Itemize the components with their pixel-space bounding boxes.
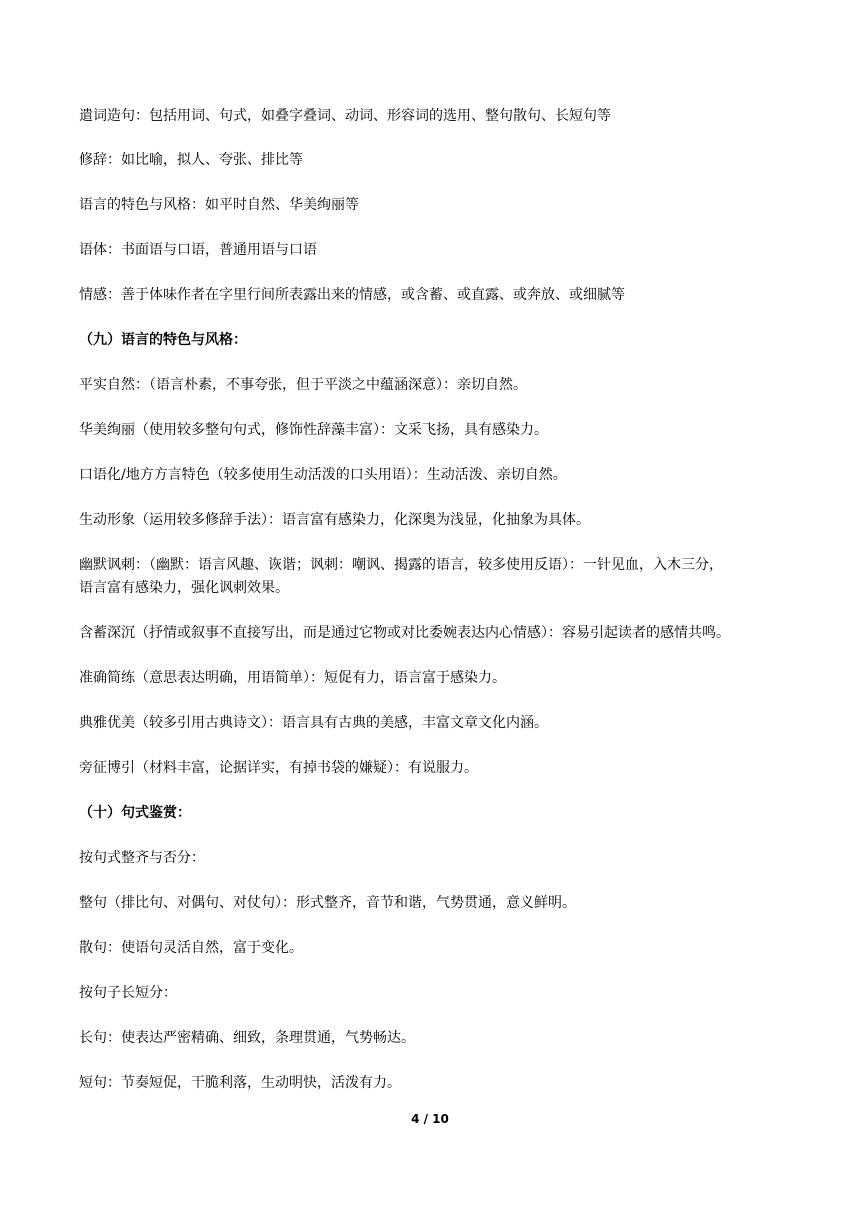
paragraph-continuation: 语言富有感染力，强化讽刺效果。 bbox=[79, 580, 289, 596]
paragraph: 按句子长短分： bbox=[79, 985, 177, 1001]
section-heading: （十）句式鉴赏： bbox=[79, 805, 191, 821]
paragraph: 口语化/地方方言特色（较多使用生动活泼的口头用语）：生动活泼、亲切自然。 bbox=[79, 467, 567, 483]
paragraph: 散句：使语句灵活自然，富于变化。 bbox=[79, 940, 303, 956]
page-number: 4 / 10 bbox=[411, 1112, 449, 1126]
paragraph: 按句式整齐与否分： bbox=[79, 850, 205, 866]
paragraph: 平实自然：（语言朴素，不事夸张，但于平淡之中蕴涵深意）：亲切自然。 bbox=[79, 377, 527, 393]
paragraph: 含蓄深沉（抒情或叙事不直接写出，而是通过它物或对比委婉表达内心情感）：容易引起读者的感情共鸣。 bbox=[79, 625, 730, 641]
paragraph: 情感：善于体味作者在字里行间所表露出来的情感，或含蓄、或直露、或奔放、或细腻等 bbox=[79, 287, 625, 303]
paragraph: 准确简练（意思表达明确，用语简单）：短促有力，语言富于感染力。 bbox=[79, 670, 506, 686]
paragraph: 语言的特色与风格：如平时自然、华美绚丽等 bbox=[79, 197, 359, 213]
paragraph: 修辞：如比喻，拟人、夸张、排比等 bbox=[79, 152, 303, 168]
section-heading: （九）语言的特色与风格： bbox=[79, 332, 247, 348]
paragraph: 典雅优美（较多引用古典诗文）：语言具有古典的美感，丰富文章文化内涵。 bbox=[79, 715, 548, 731]
paragraph: 华美绚丽（使用较多整句句式，修饰性辞藻丰富）：文采飞扬，具有感染力。 bbox=[79, 422, 548, 438]
paragraph: 整句（排比句、对偶句、对仗句）：形式整齐，音节和谐，气势贯通，意义鲜明。 bbox=[79, 895, 576, 911]
paragraph: 幽默讽刺：（幽默：语言风趣、诙谐；讽刺：嘲讽、揭露的语言，较多使用反语）：一针见血，入木三分， bbox=[79, 557, 723, 573]
paragraph: 语体：书面语与口语，普通用语与口语 bbox=[79, 242, 317, 258]
paragraph: 短句：节奏短促，干脆利落，生动明快，活泼有力。 bbox=[79, 1075, 401, 1091]
paragraph: 生动形象（运用较多修辞手法）：语言富有感染力，化深奥为浅显，化抽象为具体。 bbox=[79, 512, 590, 528]
paragraph: 旁征博引（材料丰富，论据详实，有掉书袋的嫌疑）：有说服力。 bbox=[79, 760, 478, 776]
paragraph: 遣词造句：包括用词、句式，如叠字叠词、动词、形容词的选用、整句散句、长短句等 bbox=[79, 108, 611, 124]
paragraph: 长句：使表达严密精确、细致，条理贯通，气势畅达。 bbox=[79, 1030, 415, 1046]
